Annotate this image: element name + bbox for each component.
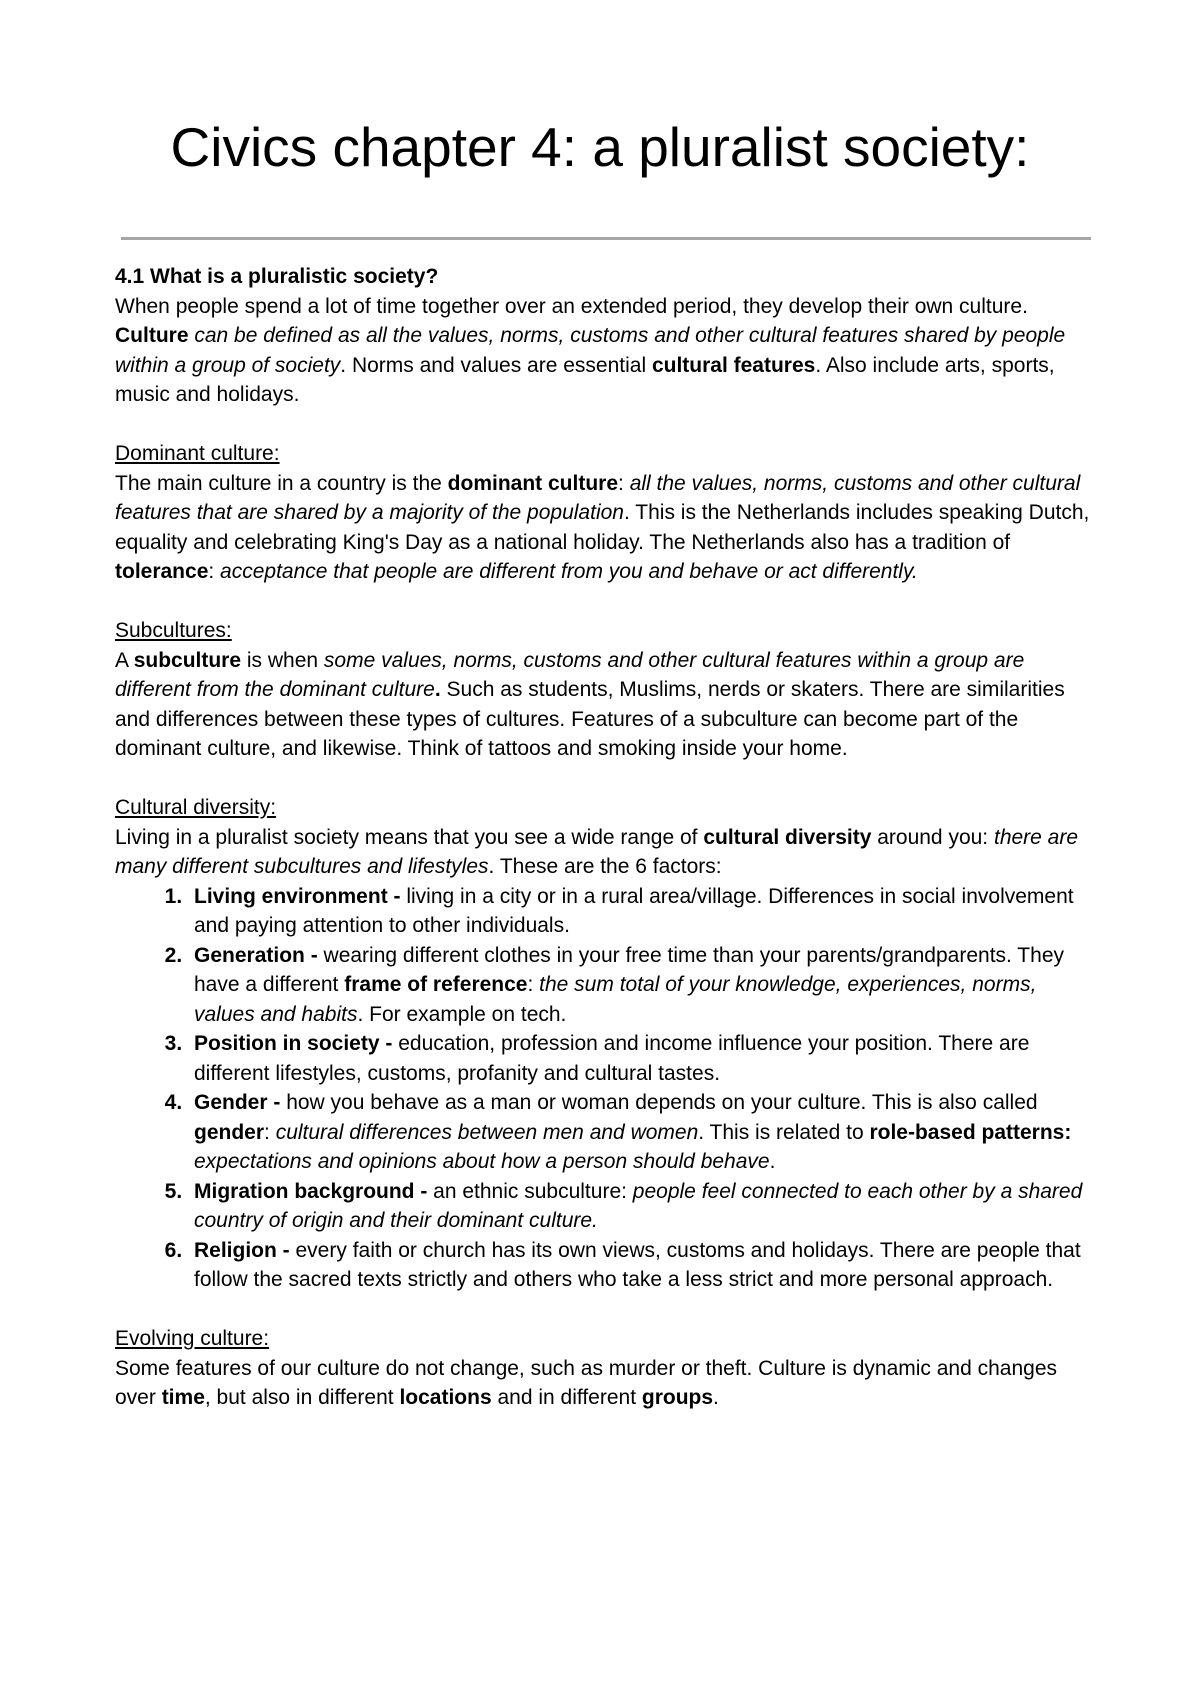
definition-dominant-culture: all the values, norms, customs and other cultural features that are shared by a majority of the population (115, 471, 1081, 524)
text-run: Living in a pluralist society means that you see a wide range of (115, 825, 704, 849)
factor-title: Religion - (194, 1238, 290, 1262)
title-divider (121, 237, 1091, 240)
text-run: : (618, 471, 630, 495)
list-item (188, 1177, 1090, 1236)
text-run: : (264, 1120, 276, 1144)
term-time: time (161, 1386, 205, 1409)
factor-title: Migration background - (194, 1179, 428, 1203)
list-item (188, 1236, 1090, 1295)
text-run: wearing different clothes in your free time than your parents/grandparents. They have a different (194, 943, 1064, 996)
definition-frame-of-reference: the sum total of your knowledge, experiences, norms, values and habits (194, 973, 1037, 1026)
factor-title: Living environment - (194, 884, 401, 908)
text-run: . This is the Netherlands includes speaking Dutch, equality and celebrating King's Day as a national holiday. The Netherlands also has a tradition of (115, 501, 1090, 554)
spacer (115, 764, 1090, 794)
text-run: education, profession and income influence your position. There are different lifestyles, customs, profanity and cultural tastes. (194, 1032, 1030, 1085)
spacer (115, 587, 1090, 617)
text-run: . Also include arts, sports, music and holidays. (115, 353, 1055, 406)
subheading-dominant-culture: Dominant culture: (115, 442, 280, 465)
definition-cultural-diversity: there are many different subcultures and lifestyles (115, 825, 1079, 878)
list-item (188, 1029, 1090, 1088)
text-run: is when (241, 648, 324, 672)
text-run: . (713, 1386, 719, 1409)
text-run: how you behave as a man or woman depends on your culture. This is also called (280, 1091, 1038, 1114)
document-body (115, 262, 1090, 1413)
text-run: A (115, 648, 134, 672)
term-subculture: subculture (133, 648, 242, 672)
definition-tolerance: acceptance that people are different from you and behave or act differently. (220, 560, 918, 583)
page-title: Civics chapter 4: a pluralist society: (170, 116, 1030, 178)
text-run: . Norms and values are essential (340, 353, 652, 377)
factor-title: Generation - (194, 943, 318, 967)
definition-migration-background: people feel connected to each other by a shared country of origin and their dominant culture. (194, 1179, 1083, 1232)
definition-culture: can be defined as all the values, norms, customs and other cultural features shared by people within a group of society (115, 324, 1066, 377)
list-item (188, 941, 1090, 1030)
paragraph-pluralistic-society (115, 292, 1090, 410)
list-item (188, 1088, 1090, 1177)
list-item (188, 882, 1090, 941)
text-run: : (527, 973, 540, 996)
term-role-based-patterns: role-based patterns: (869, 1120, 1072, 1144)
factors-list (115, 882, 1090, 1295)
text-run: The main culture in a country is the (115, 471, 448, 495)
text-run: and in different (491, 1386, 642, 1409)
text-run: , but also in different (204, 1386, 400, 1409)
subheading-cultural-diversity: Cultural diversity: (115, 796, 277, 819)
factor-title: Gender - (194, 1091, 281, 1114)
subheading-subcultures: Subcultures: (115, 619, 232, 642)
section-heading: 4.1 What is a pluralistic society? (115, 265, 439, 288)
term-cultural-features: cultural features (651, 353, 816, 377)
text-run: living in a city or in a rural area/village. Differences in social involvement and paying attention to other individuals. (194, 884, 1074, 937)
text-run: Some features of our culture do not change, such as murder or theft. Culture is dynamic and changes over (115, 1356, 1058, 1409)
definition-gender: cultural differences between men and women (275, 1120, 699, 1144)
paragraph-subcultures (115, 646, 1090, 764)
term-tolerance: tolerance (115, 560, 209, 583)
paragraph-cultural-diversity (115, 823, 1090, 882)
text-run: around you: (871, 825, 994, 849)
term-gender: gender (194, 1120, 265, 1144)
spacer (115, 1295, 1090, 1325)
spacer (115, 410, 1090, 440)
paragraph-evolving-culture (115, 1354, 1090, 1413)
text-run: Such as students, Muslims, nerds or skaters. There are similarities and differences between these types of cultures. Features of a subculture can become part of the dominant culture, and likewise. Think of tattoos and smoking inside your home. (115, 678, 1065, 760)
subheading-evolving-culture: Evolving culture: (115, 1327, 270, 1350)
term-groups: groups (641, 1386, 714, 1409)
paragraph-dominant-culture (115, 469, 1090, 587)
text-run: . For example on tech. (357, 1002, 567, 1026)
text-run: every faith or church has its own views, customs and holidays. There are people that follow the sacred texts strictly and others who take a less strict and more personal approach. (194, 1238, 1081, 1291)
text-run: an ethnic subculture: (427, 1179, 633, 1203)
text-run: . (434, 678, 441, 701)
term-culture: Culture (115, 324, 189, 347)
text-run: . This is related to (698, 1120, 870, 1144)
text-run: : (208, 560, 221, 583)
text-run: . These are the 6 factors: (488, 855, 722, 878)
term-dominant-culture: dominant culture (447, 471, 619, 495)
term-frame-of-reference: frame of reference (344, 973, 528, 996)
term-cultural-diversity: cultural diversity (703, 825, 872, 849)
text-run: When people spend a lot of time together over an extended period, they develop their own culture. (115, 294, 1028, 318)
factor-title: Position in society - (194, 1032, 393, 1055)
term-locations: locations (399, 1386, 492, 1409)
definition-role-based-patterns: expectations and opinions about how a person should behave (194, 1150, 770, 1173)
text-run: . (769, 1150, 776, 1173)
definition-subculture: some values, norms, customs and other cultural features within a group are different from the dominant culture (115, 648, 1025, 701)
